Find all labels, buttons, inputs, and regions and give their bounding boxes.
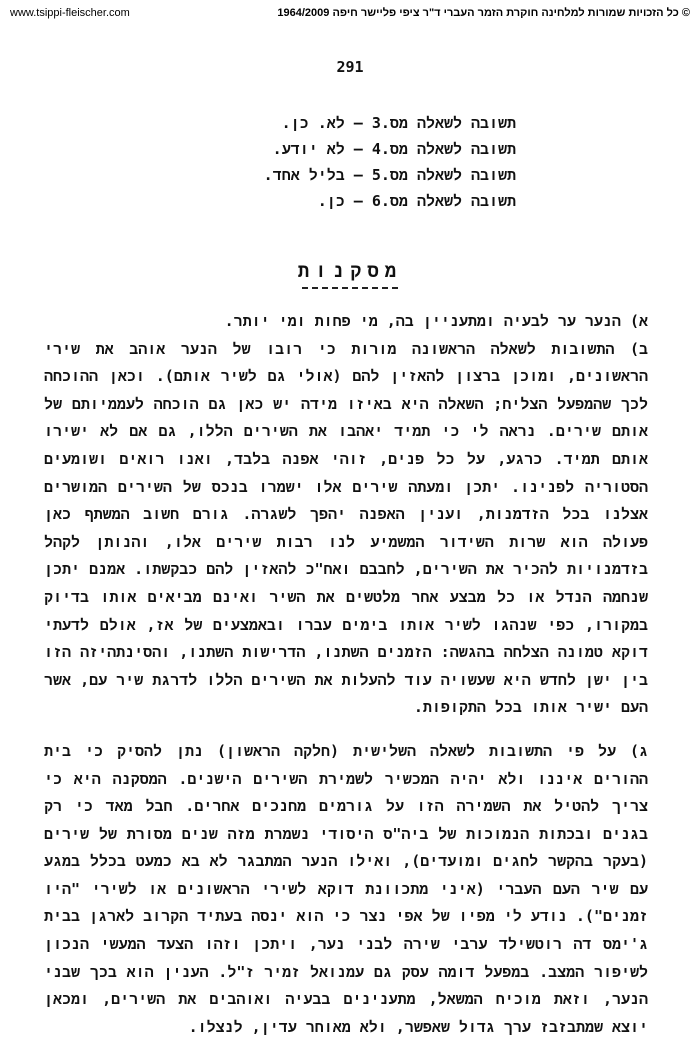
- document-body: [44, 308, 648, 1041]
- answer-line: תשובה לשאלה מס.6 – כן.: [317, 192, 516, 210]
- answers-list: [264, 110, 516, 214]
- answer-line: תשובה לשאלה מס.5 – בליל אחד.: [263, 166, 516, 184]
- answer-line: תשובה לשאלה מס.3 – לא. כן.: [281, 114, 516, 132]
- title-underline: [302, 287, 398, 289]
- paragraph-a: א) הנער ער לבעיה ומתעניין בה, מי פחות ומי יותר.: [224, 312, 648, 330]
- paragraph-c: ג) על פי התשובות לשאלה השלישית (חלקה הראשון) נתן להסיק כי בית ההורים איננו ולא יהיה המכשיר לשמירת השירים הישנים. המסקנה היא כי צריך להטיל את השמירה הזו על גורמים מחנכים אחרים. חבל מאד כי רק בגנים ובכתות הנמוכות של ביה"ס היסודי נשמרת מזה שנים מסורת של שירים (בעקר בהקשר לחגים ומועדים), ואילו הנער המתבגר לא בא כמעט בכלל במגע עם שיר העם העברי (איני מתכוונת דוקא לשירי הראשונים או לשירי "היו זמנים"). נודע לי מפיו של אפי נצר כי הוא ינסה בעתיד הקרוב לארגן בבית ג'ימס דה רוטשילד ערבי שירה לבני נער, ויתכן וזהו הצעד המעשי הנכון לשיפור המצב. במפעל דומה עסק גם עמנואל זמיר ז"ל. הענין הוא בכך שבני הנער, וזאת מוכיח המשאל, מתענינים בבעיה ואוהבים את השירים, ומכאן יוצא שמתבזבז ערך גדול שאפשר, ולא מאוחר עדין, לנצלו.: [44, 741, 648, 1036]
- section-title: מסקנות: [297, 260, 403, 282]
- answer-line: תשובה לשאלה מס.4 – לא יודע.: [272, 140, 516, 158]
- copyright-notice: © כל הזכויות שמורות למלחינה חוקרת הזמר העברי ד"ר ציפי פליישר חיפה 1964/2009: [277, 7, 690, 19]
- page-header: [10, 4, 690, 22]
- paragraph-b: ב) התשובות לשאלה הראשונה מורות כי רובו של הנער אוהב את שירי הראשונים, ומוכן ברצון להאזין להם (אולי גם לשיר אותם). וכאן ההוכחה לכך שהמפעל הצליח; השאלה היא באיזו מידה יש כאן גם הוכחה לעממיותם של אותם שירים. נראה לי כי תמיד יאהבו את השירים הללו, גם אם לא ישירו אותם תמיד. כרגע, על כל פנים, זוהי אפנה בלבד, ואנו רואים ושומעים הסטוריה לפנינו. יתכן ומעתה שירים אלו ישמרו בנכס של השירים המושרים אצלנו בכל הזדמנות, וענין האפנה יהפך לשגרה. גורם חשוב המשתף כאן פעולה הוא שרות השידור המשמיע לנו רבות שירים אלו, והנותן לקהל בזדמנויות להכיר את השירים, לחבבם ואח"כ להאזין להם כבקשתו. אמנם יתכן שנחמה הנדל או כל מבצע אחר מלטשים את השיר ואינם מביאים אותו בדיוק במקורו, כפי שנהגו לשיר אותו בימים עברו ובאמצעים של אז, אולם לדעתי דוקא טמונה הצלחה בהגשה: הזמנים השתנו, הדרישות השתנו, והסינתהיזה הזו בין ישן לחדש היא שעשויה עוד להעלות את השירים הללו לדרגת שיר עם, אשר העם ישיר אותו בכל התקופות.: [44, 339, 648, 717]
- website-url[interactable]: www.tsippi-fleischer.com: [10, 7, 130, 19]
- page-number: 291: [336, 58, 364, 76]
